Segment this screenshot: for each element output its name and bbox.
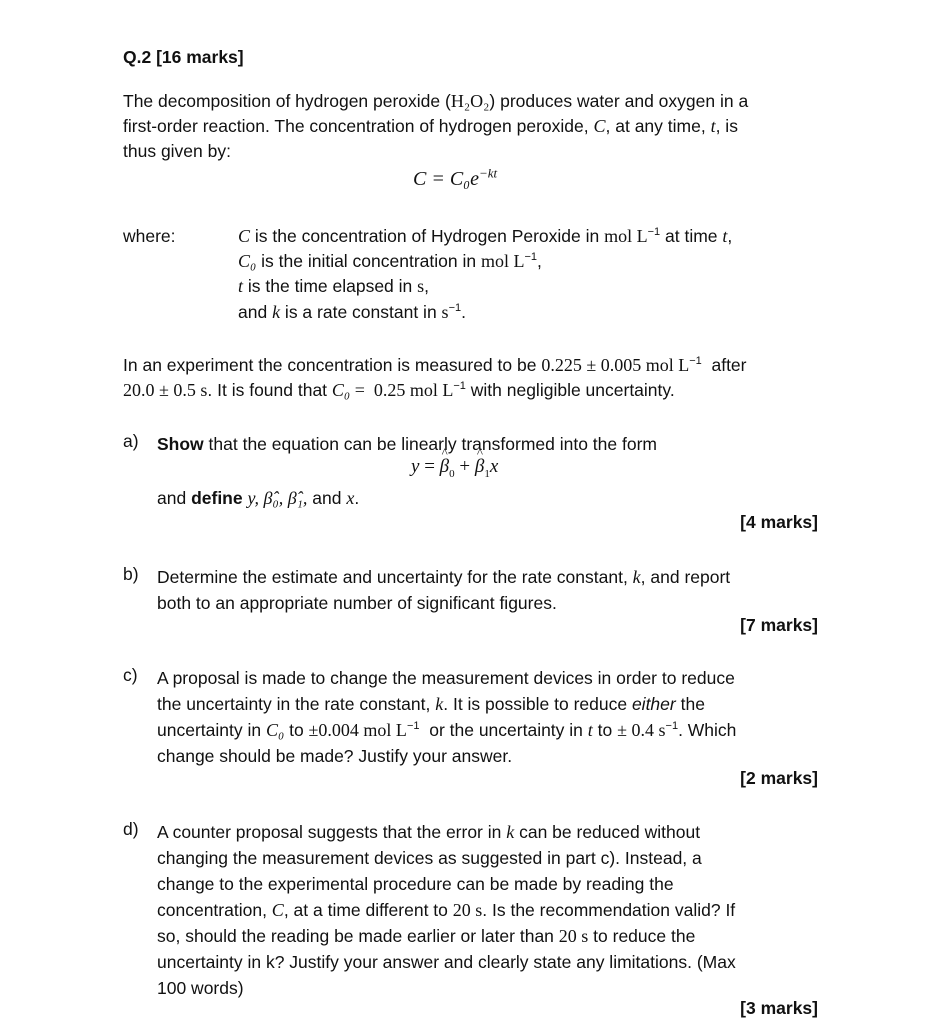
part-a-marks: [4 marks]: [740, 512, 818, 532]
part-a-label: a): [123, 431, 139, 451]
part-d-marks: [3 marks]: [740, 998, 818, 1018]
intro-line-1: The decomposition of hydrogen peroxide (H₂O₂) produces water and oxygen in a: [123, 91, 749, 111]
part-c-marks: [2 marks]: [740, 768, 818, 788]
part-c-label: c): [123, 665, 138, 685]
h2o2-formula: H₂O₂: [450, 91, 490, 111]
experiment-line-1: In an experiment the concentration is measured to be 0.225 ± 0.005 mol $L^{-1}$ after: [123, 355, 747, 375]
experiment-paragraph: [123, 353, 747, 403]
main-equation: $C = C_0e^{-kt}$: [413, 165, 498, 190]
where-line-C: C is the concentration of Hydrogen Peroxide in mol $L^{-1}$ at time t,: [238, 226, 733, 246]
question-title: Q.2 [16 marks]: [123, 47, 244, 67]
intro-line-3: thus given by:: [123, 141, 231, 161]
experiment-line-2: 20.0 ± 0.5 s. It is found that C₀ = 0.25 mol $L^{-1}$ with negligible uncertainty.: [123, 380, 675, 400]
part-d-text: A counter proposal suggests that the error in k can be reduced without changing the measurement devices as suggested in part c). Instead, a change to the experimental procedure can be made by reading the concentration, C, at a time different to 20 s. Is the recommendation valid? If so, should the reading be made earlier or later than 20 s to reduce the uncertainty in k? Justify your answer and clearly state any limitations. (Max 100 words): [157, 822, 736, 998]
where-label: where:: [123, 226, 176, 246]
where-line-t: t is the time elapsed in s,: [238, 276, 430, 296]
part-c-text: A proposal is made to change the measurement devices in order to reduce the uncertainty in the rate constant, k. It is possible to reduce either the uncertainty in C₀ to ±0.004 mol $L^{-1}$ or the uncertainty in t to ± 0.4 $s^{-1}$. Which change should be made? Justify your answer.: [157, 668, 737, 766]
where-line-C0: C₀ is the initial concentration in mol $L^{-1}$,: [238, 251, 542, 271]
part-b-text: Determine the estimate and uncertainty for the rate constant, k, and report both to an appropriate number of significant figures.: [157, 567, 731, 613]
part-b-label: b): [123, 564, 139, 584]
intro-paragraph: [123, 89, 748, 164]
part-a-linear-equation: y = ^ $\beta_0$ + ^ $\beta_1x$: [411, 456, 498, 478]
part-d-label: d): [123, 819, 139, 839]
where-line-k: and k is a rate constant in $s^{-1}$.: [238, 302, 466, 322]
intro-line-2: first-order reaction. The concentration of hydrogen peroxide, C, at any time, t, is: [123, 116, 738, 136]
part-a-line-1: Show that the equation can be linearly transformed into the form: [157, 434, 657, 454]
part-b-marks: [7 marks]: [740, 615, 818, 635]
part-a-line-2: and define y, β̂₀, β̂₁, and x.: [157, 488, 360, 508]
